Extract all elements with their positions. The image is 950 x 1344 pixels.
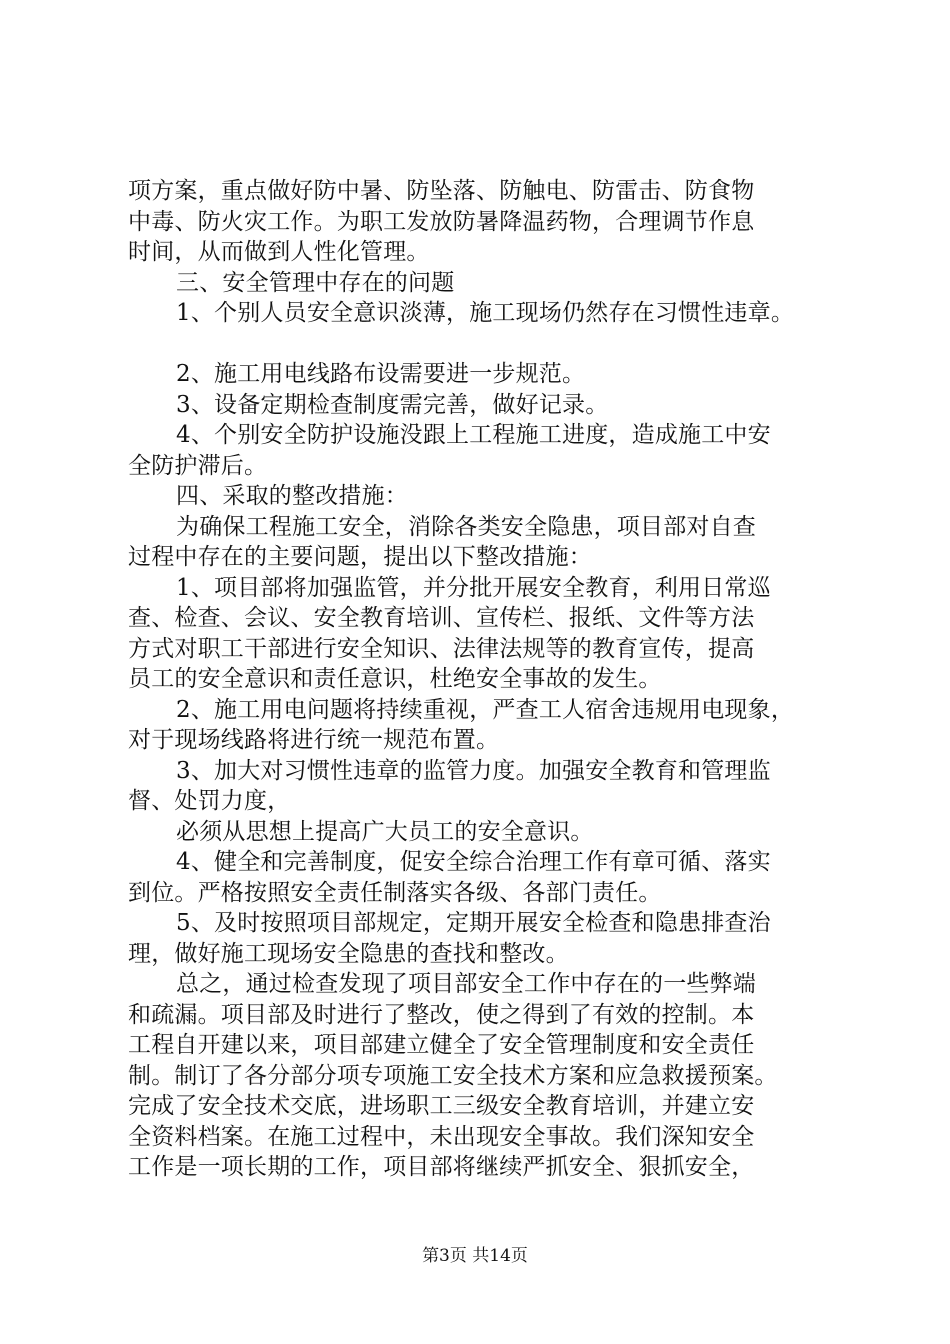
text-line: 工程自开建以来，项目部建立健全了安全管理制度和安全责任 xyxy=(128,1032,755,1058)
text-line: 员工的安全意识和责任意识，杜绝安全事故的发生。 xyxy=(128,666,662,692)
text-line: 到位。严格按照安全责任制落实各级、各部门责任。 xyxy=(128,879,662,906)
text-line: 查、检查、会议、安全教育培训、宣传栏、报纸、文件等方法 xyxy=(128,605,755,631)
text-line: 1、个别人员安全意识淡薄，施工现场仍然存在习惯性违章。 xyxy=(176,300,795,326)
text-line: 2、施工用电问题将持续重视，严查工人宿舍违规用电现象， xyxy=(176,696,795,723)
text-line: 方式对职工干部进行安全知识、法律法规等的教育宣传，提高 xyxy=(128,635,755,662)
text-line: 3、加大对习惯性违章的监管力度。加强安全教育和管理监 xyxy=(176,757,771,784)
text-line: 项方案，重点做好防中暑、防坠落、防触电、防雷击、防食物 xyxy=(128,178,755,204)
text-line: 全资料档案。在施工过程中，未出现安全事故。我们深知安全 xyxy=(128,1123,755,1150)
text-line: 3、设备定期检查制度需完善，做好记录。 xyxy=(176,391,609,418)
text-line: 4、个别安全防护设施没跟上工程施工进度，造成施工中安 xyxy=(176,422,771,448)
text-line: 理，做好施工现场安全隐患的查找和整改。 xyxy=(128,940,569,967)
text-line: 对于现场线路将进行统一规范布置。 xyxy=(128,727,500,753)
page-number: 第3页 共14页 xyxy=(422,1246,528,1266)
text-line: 完成了安全技术交底，进场职工三级安全教育培训，并建立安 xyxy=(128,1093,755,1119)
text-line: 制。制订了各分部分项专项施工安全技术方案和应急救援预案。 xyxy=(128,1062,778,1089)
text-line: 督、处罚力度， xyxy=(128,788,291,814)
text-line: 工作是一项长期的工作，项目部将继续严抓安全、狠抓安全， xyxy=(128,1154,755,1180)
text-line: 5、及时按照项目部规定，定期开展安全检查和隐患排查治 xyxy=(176,910,771,936)
text-line: 全防护滞后。 xyxy=(128,452,268,479)
document-body xyxy=(128,176,833,1183)
blank-line xyxy=(128,329,833,360)
text-line: 和疏漏。项目部及时进行了整改，使之得到了有效的控制。本 xyxy=(128,1001,755,1028)
section-heading: 三、安全管理中存在的问题 xyxy=(176,269,455,296)
section-heading: 四、采取的整改措施： xyxy=(176,483,408,509)
text-line: 4、健全和完善制度，促安全综合治理工作有章可循、落实 xyxy=(176,849,771,875)
text-line: 1、项目部将加强监管，并分批开展安全教育，利用日常巡 xyxy=(176,574,771,601)
text-line: 时间，从而做到人性化管理。 xyxy=(128,239,430,265)
text-line: 2、施工用电线路布设需要进一步规范。 xyxy=(176,361,586,387)
text-line: 为确保工程施工安全，消除各类安全隐患，项目部对自查 xyxy=(176,513,756,540)
text-line: 总之，通过检查发现了项目部安全工作中存在的一些弊端 xyxy=(176,971,756,997)
text-line: 中毒、防火灾工作。为职工发放防暑降温药物，合理调节作息 xyxy=(128,208,755,235)
text-line: 必须从思想上提高广大员工的安全意识。 xyxy=(176,818,594,845)
text-line: 过程中存在的主要问题，提出以下整改措施： xyxy=(128,544,592,570)
